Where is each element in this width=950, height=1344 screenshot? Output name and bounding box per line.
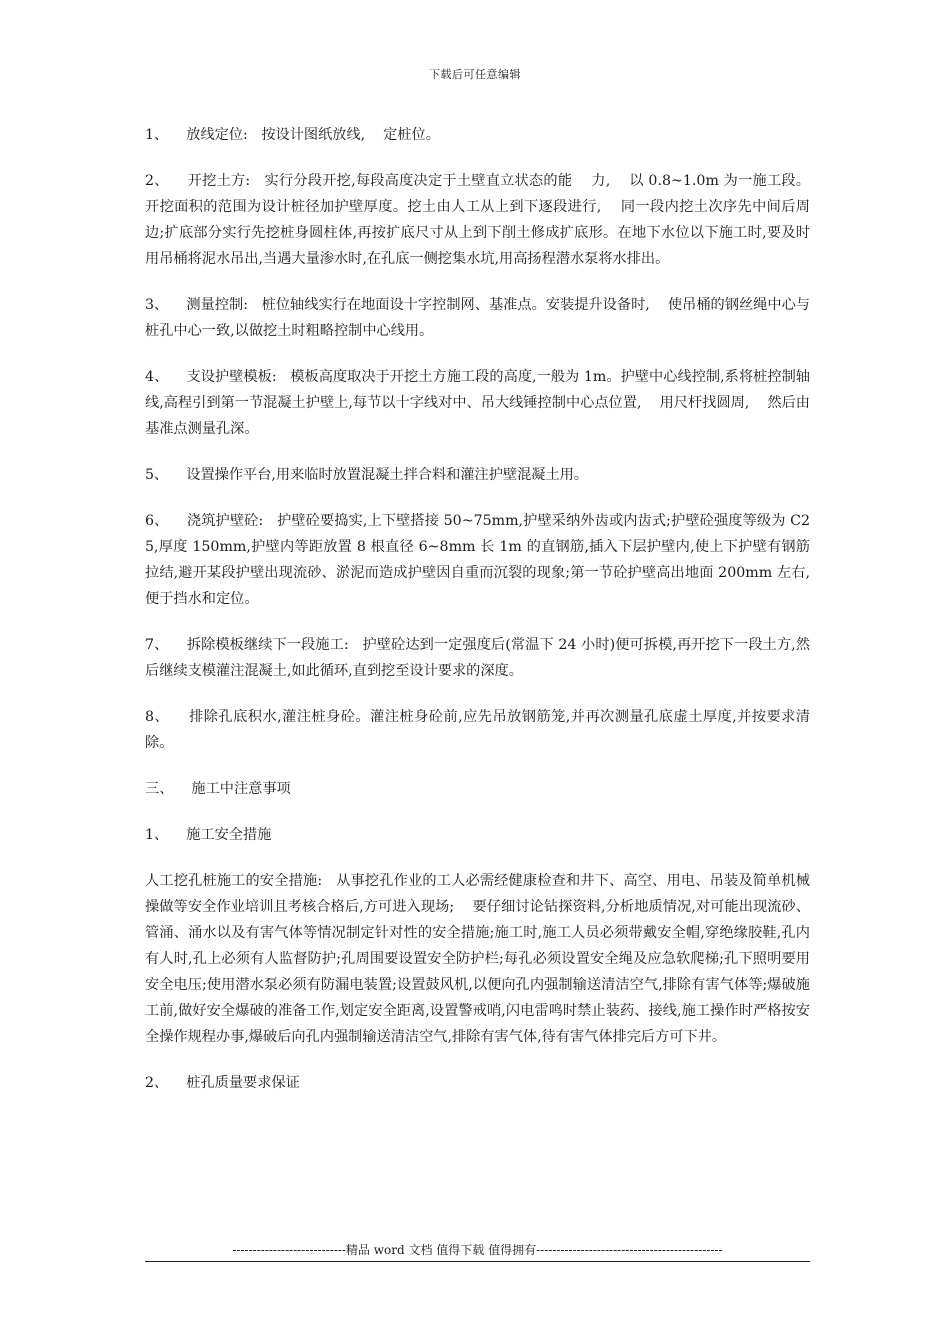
step-3-paragraph: 3、 测量控制: 桩位轴线实行在地面设十字控制网、基准点。安装提升设备时, 使吊桶的钢丝绳中心与桩孔中心一致,以做挖土时粗略控制中心线用。: [145, 297, 810, 339]
step-5-paragraph: 5、 设置操作平台,用来临时放置混凝土拌合料和灌注护壁混凝土用。: [145, 467, 589, 483]
page-footer: ----------------------------精品 word 文档 值得下载 值得拥有----------------------------------------------: [232, 1243, 723, 1257]
footer-divider: [145, 1261, 810, 1262]
page-header: 下载后可任意编辑: [429, 68, 521, 81]
safety-measures-paragraph: 人工挖孔桩施工的安全措施: 从事挖孔作业的工人必需经健康检查和井下、高空、用电、吊装及简单机械操做等安全作业培训且考核合格后,方可进入现场; 要仔细讨论钻探资料,分析地质情况,对可能出现流砂、管涌、涌水以及有害气体等情况制定针对性的安全措施;施工时,施工人员必须带戴安全帽,穿绝缘胶鞋,孔内有人时,孔上必须有人监督防护;孔周围要设置安全防护栏;每孔必须设置安全绳及应急软爬梯;孔下照明要用安全电压;使用潜水泵必须有防漏电装置;设置鼓风机,以便向孔内强制输送清洁空气,排除有害气体等;爆破施工前,做好安全爆破的准备工作,划定安全距离,设置警戒哨,闪电雷鸣时禁止装药、接线,施工操作时严格按安全操作规程办事,爆破后向孔内强制输送清洁空气,排除有害气体,待有害气体排完后方可下井。: [145, 873, 810, 1045]
step-7-paragraph: 7、 拆除模板继续下一段施工: 护壁砼达到一定强度后(常温下 24 小时)便可拆模,再开挖下一段土方,然后继续支模灌注混凝土,如此循环,直到挖至设计要求的深度。: [145, 637, 810, 679]
document-body: [145, 122, 810, 1116]
step-4-paragraph: 4、 支设护壁模板: 模板高度取决于开挖土方施工段的高度,一般为 1m。护壁中心线控制,系将桩控制轴线,高程引到第一节混凝土护壁上,每节以十字线对中、吊大线锤控制中心点位置, 用尺杆找圆周, 然后由基准点测量孔深。: [145, 369, 810, 437]
subsection-2-heading: 2、 桩孔质量要求保证: [145, 1075, 300, 1091]
section-3-heading: 三、 施工中注意事项: [145, 781, 291, 797]
step-1-paragraph: 1、 放线定位: 按设计图纸放线, 定桩位。: [145, 127, 440, 143]
subsection-1-heading: 1、 施工安全措施: [145, 827, 272, 843]
step-6-paragraph: 6、 浇筑护壁砼: 护壁砼要捣实,上下壁搭接 50~75mm,护壁采纳外齿或内齿式;护壁砼强度等级为 C25,厚度 150mm,护壁内等距放置 8 根直径 6~8mm 长 1m 的直钢筋,插入下层护壁内,使上下护壁有钢筋拉结,避开某段护壁出现流砂、淤泥而造成护壁因自重而沉裂的现象;第一节砼护壁高出地面 200mm 左右,便于挡水和定位。: [145, 513, 810, 607]
step-8-paragraph: 8、 排除孔底积水,灌注桩身砼。灌注桩身砼前,应先吊放钢筋笼,并再次测量孔底虚土厚度,并按要求清除。: [145, 709, 810, 751]
step-2-paragraph: 2、 开挖土方: 实行分段开挖,每段高度决定于土壁直立状态的能 力, 以 0.8~1.0m 为一施工段。开挖面积的范围为设计桩径加护壁厚度。挖土由人工从上到下逐段进行, 同一段内挖土次序先中间后周边;扩底部分实行先挖桩身圆柱体,再按扩底尺寸从上到下削土修成扩底形。在地下水位以下施工时,要及时用吊桶将泥水吊出,当遇大量渗水时,在孔底一侧挖集水坑,用高扬程潜水泵将水排出。: [145, 173, 810, 267]
